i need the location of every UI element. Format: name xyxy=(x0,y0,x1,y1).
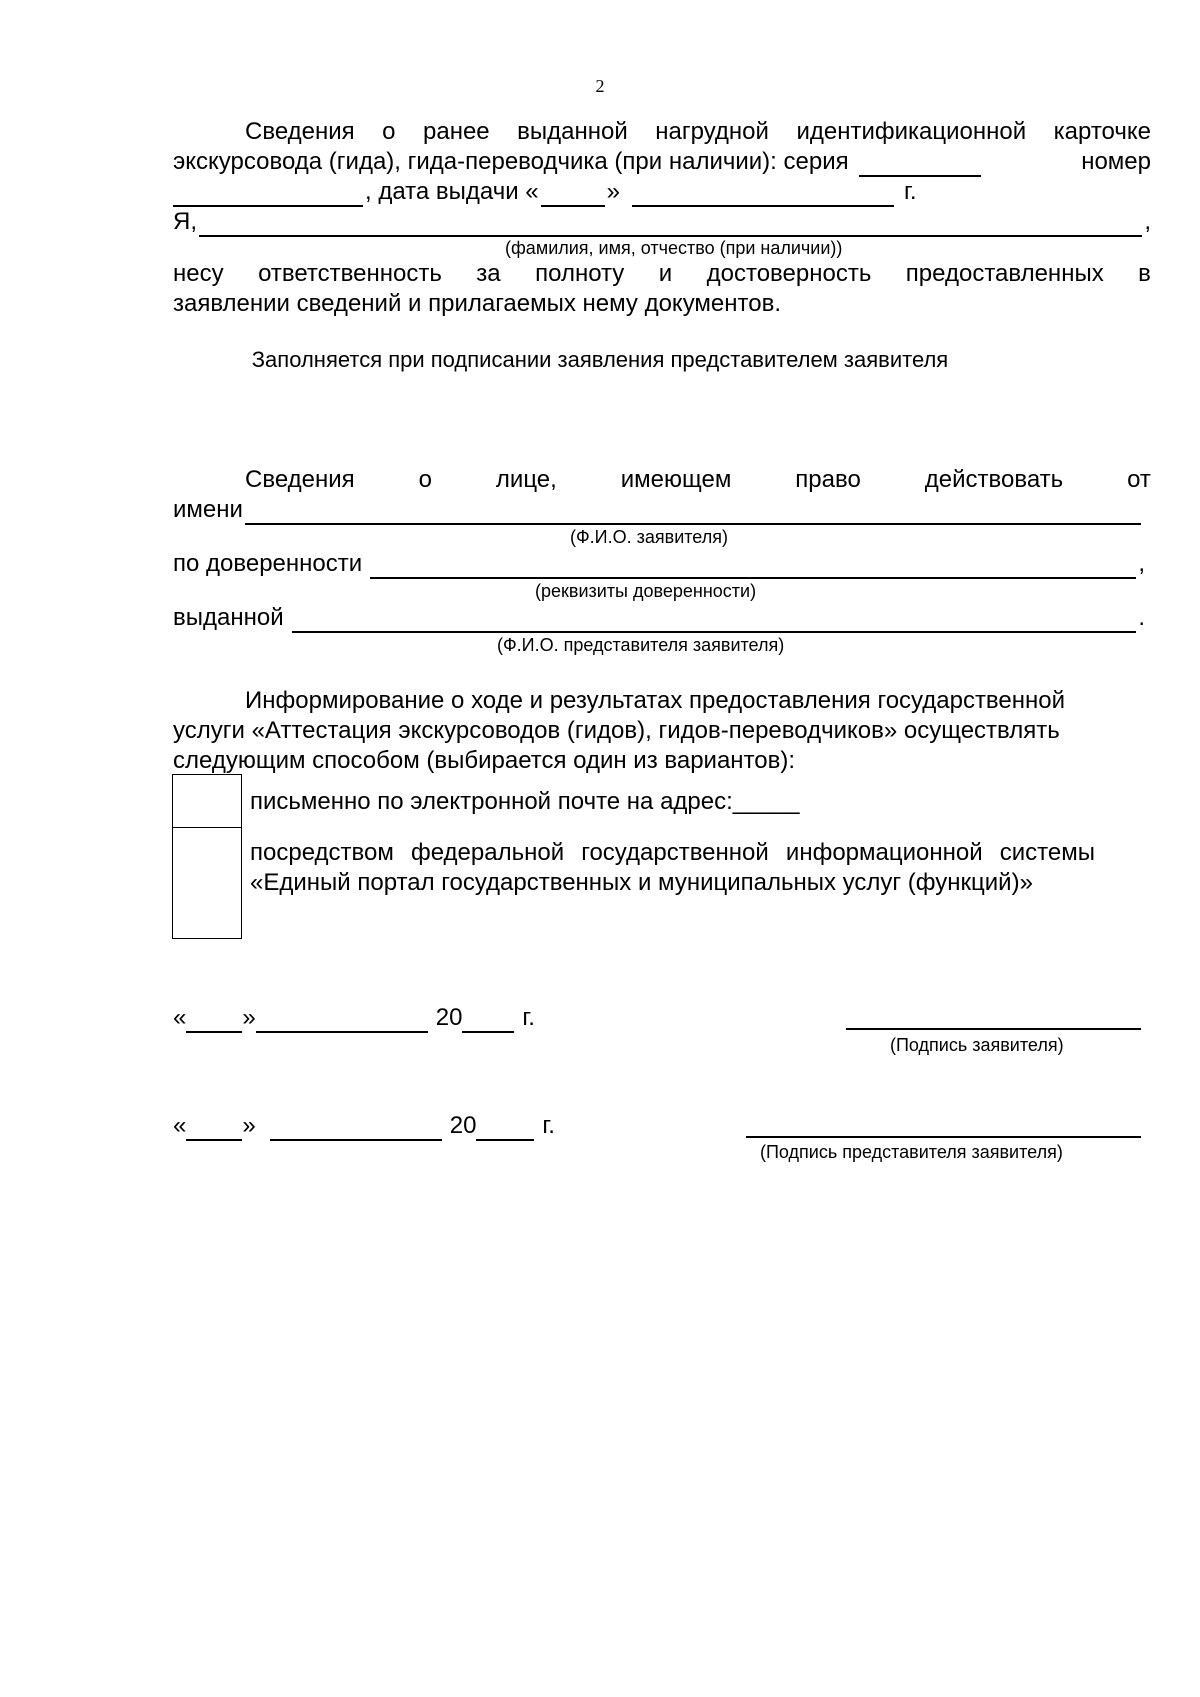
declarant-name-line xyxy=(173,207,1151,237)
series-field[interactable] xyxy=(859,151,981,177)
period: . xyxy=(1138,604,1145,631)
year-prefix: 20 xyxy=(449,1112,477,1139)
applicant-day-field[interactable] xyxy=(186,1007,242,1033)
comma: , xyxy=(1138,550,1145,577)
on-behalf-label: имени xyxy=(173,496,243,523)
quote-close: » xyxy=(242,1112,256,1139)
word: ответственность xyxy=(258,260,442,287)
applicant-month-field[interactable] xyxy=(256,1007,428,1033)
declarant-name-field[interactable] xyxy=(199,211,1142,237)
word: Сведения xyxy=(245,118,355,145)
applicant-signature-field[interactable] xyxy=(846,1028,1141,1030)
applicant-year-field[interactable] xyxy=(462,1007,514,1033)
applicant-name-line xyxy=(173,495,1143,525)
caption-representative-signature: (Подпись представителя заявителя) xyxy=(760,1142,1063,1162)
word: карточке xyxy=(1053,118,1151,145)
word: идентификационной xyxy=(796,118,1027,145)
option-email-label: письменно по электронной почте на адрес:_____ xyxy=(250,788,800,815)
word: действовать xyxy=(924,466,1064,493)
option-email-checkbox[interactable] xyxy=(172,774,242,828)
inform-line-2: услуги «Аттестация экскурсоводов (гидов), гидов-переводчиков» осуществлять xyxy=(173,717,1060,744)
issued-label: выданной xyxy=(173,604,284,631)
word: о xyxy=(382,118,396,145)
poa-label: по доверенности xyxy=(173,550,363,577)
representative-note: Заполняется при подписании заявления представителем заявителя xyxy=(251,347,949,372)
responsibility-line xyxy=(173,259,1151,289)
quote-close: » xyxy=(242,1004,256,1031)
word: достоверность xyxy=(706,260,872,287)
representative-year-field[interactable] xyxy=(476,1115,534,1141)
word: нагрудной xyxy=(655,118,769,145)
poa-details-field[interactable] xyxy=(370,553,1136,579)
option-portal-checkbox[interactable] xyxy=(172,827,242,939)
quote-close: » xyxy=(606,178,621,205)
comma: , xyxy=(1144,208,1151,235)
issue-day-field[interactable] xyxy=(541,181,605,207)
card-series-line xyxy=(173,147,1151,177)
word: в xyxy=(1138,260,1151,287)
quote-open: « xyxy=(173,1112,187,1139)
applicant-name-field[interactable] xyxy=(245,499,1141,525)
card-intro-line xyxy=(245,117,1151,147)
inform-line-3: следующим способом (выбирается один из вариантов): xyxy=(173,747,796,774)
quote-open: « xyxy=(173,1004,187,1031)
word: предоставленных xyxy=(905,260,1104,287)
card-number-date-line xyxy=(173,177,1151,207)
caption-representative: (Ф.И.О. представителя заявителя) xyxy=(497,635,785,655)
word: выданной xyxy=(517,118,628,145)
word: лице, xyxy=(495,466,557,493)
caption-applicant: (Ф.И.О. заявителя) xyxy=(570,527,728,547)
option-portal-label: посредством федеральной государственной информационной системы «Единый портал государственных и муниципальных услуг (функций)» xyxy=(250,839,1095,896)
word: имеющем xyxy=(620,466,732,493)
representative-signature-field[interactable] xyxy=(746,1136,1141,1138)
applicant-date-line xyxy=(173,1003,573,1033)
representative-date-line xyxy=(173,1111,593,1141)
word: право xyxy=(795,466,861,493)
caption-fio: (фамилия, имя, отчество (при наличии)) xyxy=(505,238,843,258)
word: полноту xyxy=(535,260,625,287)
number-field[interactable] xyxy=(173,181,363,207)
year-abbr: г. xyxy=(522,1004,535,1031)
word: и xyxy=(658,260,673,287)
word: несу xyxy=(173,260,224,287)
card-series-label: экскурсовода (гида), гида-переводчика (при наличии): серия xyxy=(173,148,849,175)
year-abbr: г. xyxy=(542,1112,555,1139)
representative-month-field[interactable] xyxy=(270,1115,442,1141)
caption-applicant-signature: (Подпись заявителя) xyxy=(890,1035,1064,1055)
issued-to-line xyxy=(173,603,1145,633)
year-abbr: г. xyxy=(904,178,917,205)
issue-date-label: , дата выдачи « xyxy=(365,178,539,205)
issue-month-year-field[interactable] xyxy=(632,181,894,207)
representative-intro-line xyxy=(245,465,1151,495)
word: от xyxy=(1127,466,1151,493)
representative-day-field[interactable] xyxy=(186,1115,242,1141)
card-number-label: номер xyxy=(1081,148,1151,175)
responsibility-line-2: заявлении сведений и прилагаемых нему документов. xyxy=(173,290,782,317)
word: ранее xyxy=(423,118,490,145)
caption-poa: (реквизиты доверенности) xyxy=(535,581,757,601)
page-number: 2 xyxy=(595,76,605,96)
word: о xyxy=(418,466,432,493)
year-prefix: 20 xyxy=(435,1004,463,1031)
word: за xyxy=(476,260,501,287)
word: Сведения xyxy=(245,466,355,493)
representative-name-field[interactable] xyxy=(292,607,1137,633)
poa-line xyxy=(173,549,1145,579)
declarant-prefix: Я, xyxy=(173,208,197,235)
inform-line-1: Информирование о ходе и результатах предоставления государственной xyxy=(245,687,1066,714)
